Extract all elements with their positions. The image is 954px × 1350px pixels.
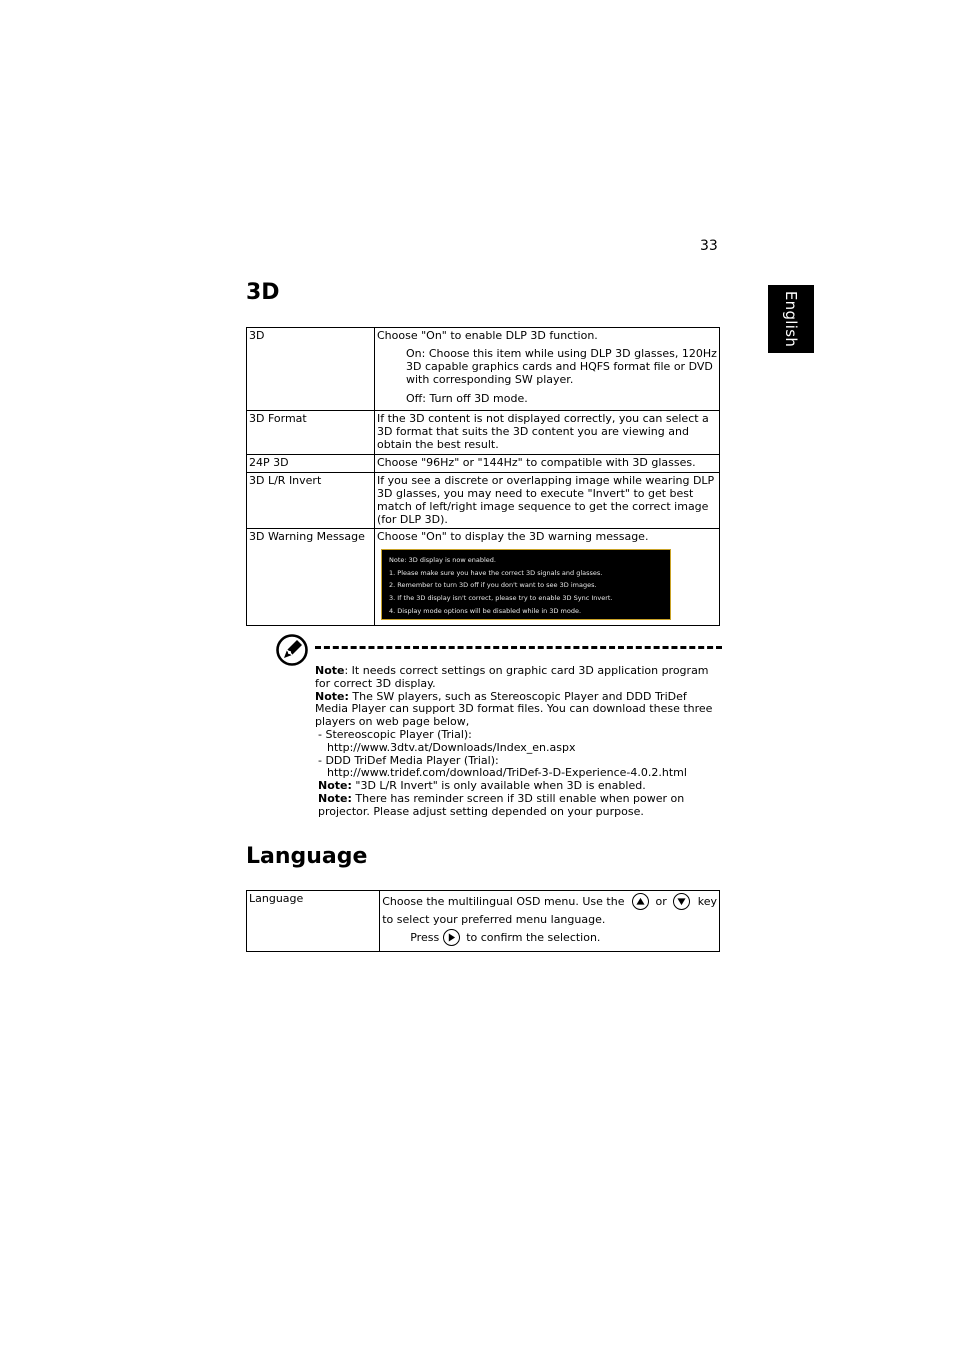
player-item: - Stereoscopic Player (Trial): [318, 727, 472, 741]
table-3d-settings [246, 327, 720, 626]
row-description: Choose "96Hz" or "144Hz" to compatible with 3D glasses. [375, 455, 720, 473]
table-row [247, 411, 720, 455]
warning-line: 1. Please make sure you have the correct 3D signals and glasses. [389, 568, 603, 577]
row-description: If you see a discrete or overlapping image while wearing DLP 3D glasses, you may need to execute "Invert" to get best match of left/right image sequence to get the correct image (for DLP 3D). [375, 473, 720, 529]
desc-text: or [655, 894, 667, 908]
row-label: 3D Format [247, 411, 375, 455]
row-description: If the 3D content is not displayed correctly, you can select a 3D format that suits the 3D content you are viewing and obtain the best result. [375, 411, 720, 455]
row-description [380, 891, 720, 952]
table-row [247, 529, 720, 626]
table-row [247, 455, 720, 473]
note-text: The SW players, such as Stereoscopic Player and DDD TriDef Media Player can support 3D format files. You can download these three players on web page below, [315, 689, 713, 729]
player-item: - DDD TriDef Media Player (Trial): [318, 753, 499, 767]
table-row [247, 328, 720, 411]
warning-line: Note: 3D display is now enabled. [389, 556, 496, 564]
note-label: Note: [318, 791, 352, 805]
note-paragraph [315, 793, 720, 819]
player-url: http://www.tridef.com/download/TriDef-3-D-Experience-4.0.2.html [327, 766, 687, 780]
section-title-language: Language [246, 844, 368, 869]
warning-line: 3. If the 3D display isn't correct, please try to enable 3D Sync Invert. [389, 594, 613, 603]
option-on-text: On: Choose this item while using DLP 3D glasses, 120Hz 3D capable graphics cards and HQFS format file or DVD with corresponding SW player. [406, 347, 717, 386]
warning-line: 2. Remember to turn 3D off if you don't want to see 3D images. [389, 581, 597, 590]
player-url: http://www.3dtv.at/Downloads/Index_en.aspx [327, 740, 576, 754]
up-arrow-icon [632, 893, 649, 910]
note-text: There has reminder screen if 3D still enable when power on projector. Please adjust setting depended on your purpose. [318, 791, 685, 818]
table-row [247, 473, 720, 529]
row-label: Language [247, 891, 380, 952]
desc-text: Choose the multilingual OSD menu. Use the [382, 894, 625, 908]
row-label: 3D [247, 328, 375, 411]
language-tab [768, 285, 814, 353]
row-label: 3D Warning Message [247, 529, 375, 626]
note-paragraph [315, 665, 720, 691]
note-paragraph [315, 691, 720, 729]
note-text: "3D L/R Invert" is only available when 3D is enabled. [351, 779, 646, 793]
desc-text: Press [410, 930, 440, 944]
option-off-text: Off: Turn off 3D mode. [406, 392, 528, 405]
notes-block [315, 665, 720, 819]
note-label: Note [315, 664, 345, 677]
desc-text: to confirm the selection. [466, 930, 601, 944]
note-text: : It needs correct settings on graphic card 3D application program for correct 3D display. [315, 664, 709, 690]
row-label: 24P 3D [247, 455, 375, 473]
note-pen-icon [275, 633, 309, 667]
desc-text: key [697, 894, 717, 908]
row-description-text: Choose "On" to display the 3D warning message. [377, 530, 649, 543]
note-divider [315, 646, 722, 649]
page-number: 33 [700, 238, 718, 254]
language-line-2: to select your preferred menu language. [382, 912, 606, 926]
section-title-3d: 3D [246, 280, 280, 305]
row-description [375, 328, 720, 411]
right-arrow-icon [443, 929, 460, 946]
row-description-text: Choose "On" to enable DLP 3D function. [377, 329, 598, 342]
language-line-3 [382, 928, 717, 946]
language-line-1 [382, 892, 717, 910]
warning-message-screenshot [381, 549, 671, 620]
note-label: Note: [318, 779, 352, 793]
table-row [247, 891, 720, 952]
row-description [375, 529, 720, 626]
warning-line: 4. Display mode options will be disabled while in 3D mode. [389, 606, 582, 615]
table-language-settings [246, 890, 720, 952]
language-tab-label: English [782, 290, 801, 348]
note-label: Note: [315, 689, 349, 703]
row-label: 3D L/R Invert [247, 473, 375, 529]
down-arrow-icon [673, 893, 690, 910]
